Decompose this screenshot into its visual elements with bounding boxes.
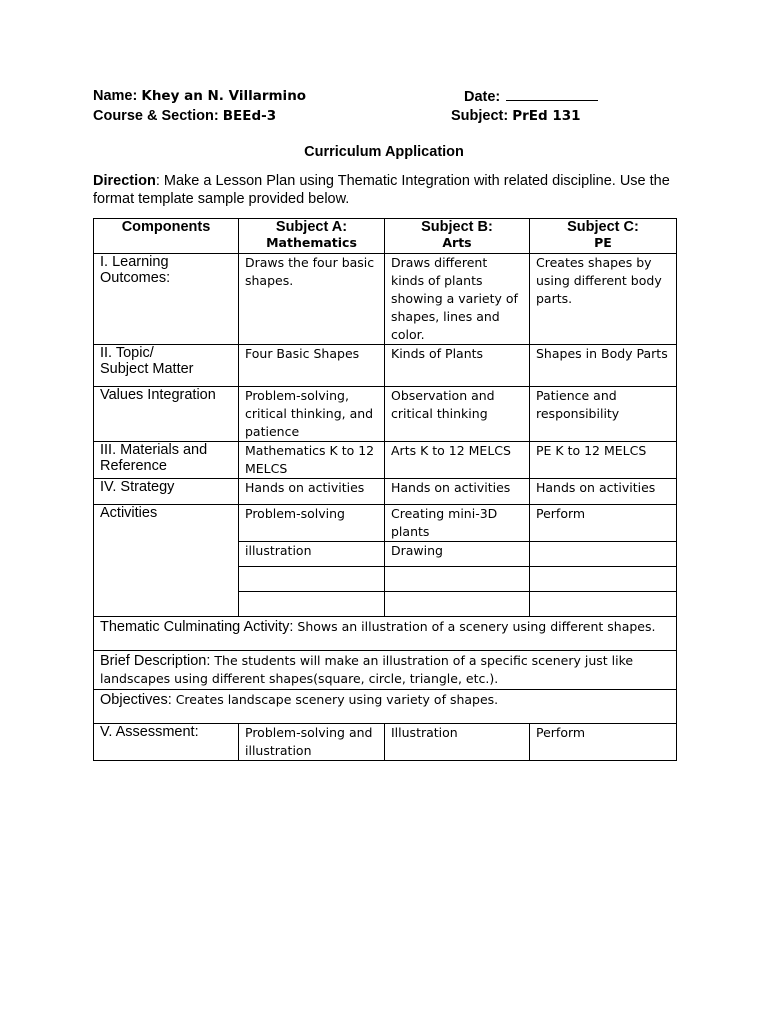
- activities-r3-b: [385, 567, 530, 592]
- activities-label: Activities: [94, 505, 239, 617]
- subject-b-header: Subject B: Arts: [385, 219, 530, 254]
- subject-a-header: Subject A: Mathematics: [239, 219, 385, 254]
- culminating-activity: Thematic Culminating Activity: Shows an illustration of a scenery using different shapes.: [94, 617, 677, 651]
- activities-r4-b: [385, 592, 530, 617]
- course-value: BEEd-3: [222, 108, 277, 124]
- table-row: [94, 724, 677, 761]
- table-row: [94, 479, 677, 505]
- activities-r4-c: [530, 592, 677, 617]
- course-label: Course & Section:: [93, 108, 219, 124]
- subject-c-value: PE: [594, 235, 612, 250]
- values-b: Observation and critical thinking: [385, 387, 530, 442]
- outcomes-c: Creates shapes by using different body parts.: [530, 254, 677, 345]
- table-row: [94, 345, 677, 387]
- values-c: Patience and responsibility: [530, 387, 677, 442]
- activities-r3-c: [530, 567, 677, 592]
- assessment-c: Perform: [530, 724, 677, 761]
- activities-r1-a: Problem-solving: [239, 505, 385, 542]
- activities-r4-a: [239, 592, 385, 617]
- materials-b: Arts K to 12 MELCS: [385, 442, 530, 479]
- values-a: Problem-solving, critical thinking, and patience: [239, 387, 385, 442]
- objectives: Objectives: Creates landscape scenery using variety of shapes.: [94, 690, 677, 724]
- date-line: [464, 88, 598, 105]
- table-row: [94, 651, 677, 690]
- assessment-a: Problem-solving and illustration: [239, 724, 385, 761]
- activities-r2-b: Drawing: [385, 542, 530, 567]
- values-label: Values Integration: [94, 387, 239, 442]
- assessment-label: V. Assessment:: [94, 724, 239, 761]
- strategy-b: Hands on activities: [385, 479, 530, 505]
- strategy-c: Hands on activities: [530, 479, 677, 505]
- outcomes-b: Draws different kinds of plants showing a variety of shapes, lines and color.: [385, 254, 530, 345]
- subject-a-value: Mathematics: [266, 235, 357, 250]
- name-label: Name:: [93, 88, 138, 104]
- date-blank: [506, 88, 598, 101]
- date-label: Date:: [464, 89, 501, 105]
- direction-paragraph: [93, 172, 673, 208]
- materials-a: Mathematics K to 12 MELCS: [239, 442, 385, 479]
- activities-r1-c: Perform: [530, 505, 677, 542]
- course-section-line: [93, 108, 276, 124]
- activities-r2-a: illustration: [239, 542, 385, 567]
- table-row: [94, 690, 677, 724]
- direction-text: : Make a Lesson Plan using Thematic Integration with related discipline. Use the format template sample provided below.: [93, 173, 670, 207]
- outcomes-a: Draws the four basic shapes.: [239, 254, 385, 345]
- subject-b-value: Arts: [442, 235, 472, 250]
- materials-label: III. Materials and Reference: [94, 442, 239, 479]
- name-line: [93, 88, 306, 104]
- page-title: Curriculum Application: [304, 144, 464, 160]
- activities-r3-a: [239, 567, 385, 592]
- strategy-a: Hands on activities: [239, 479, 385, 505]
- lesson-plan-table: [93, 218, 677, 761]
- subject-label: Subject:: [451, 108, 509, 124]
- components-header: Components: [94, 219, 239, 254]
- subject-c-header: Subject C: PE: [530, 219, 677, 254]
- materials-c: PE K to 12 MELCS: [530, 442, 677, 479]
- topic-a: Four Basic Shapes: [239, 345, 385, 387]
- topic-c: Shapes in Body Parts: [530, 345, 677, 387]
- table-row: [94, 254, 677, 345]
- topic-b: Kinds of Plants: [385, 345, 530, 387]
- activities-r1-b: Creating mini-3D plants: [385, 505, 530, 542]
- name-value: Khey an N. Villarmino: [141, 88, 307, 104]
- subject-value: PrEd 131: [512, 108, 581, 124]
- activities-r2-c: [530, 542, 677, 567]
- table-row: [94, 442, 677, 479]
- brief-description: Brief Description: The students will make an illustration of a specific scenery just like landscapes using different shapes(square, circle, triangle, etc.).: [94, 651, 677, 690]
- subject-line: [451, 108, 581, 124]
- outcomes-label: I. Learning Outcomes:: [94, 254, 239, 345]
- topic-label: II. Topic/ Subject Matter: [94, 345, 239, 387]
- assessment-b: Illustration: [385, 724, 530, 761]
- table-row: [94, 617, 677, 651]
- table-row: [94, 505, 677, 542]
- table-row: [94, 387, 677, 442]
- header-row: [94, 219, 677, 254]
- direction-label: Direction: [93, 173, 156, 189]
- strategy-label: IV. Strategy: [94, 479, 239, 505]
